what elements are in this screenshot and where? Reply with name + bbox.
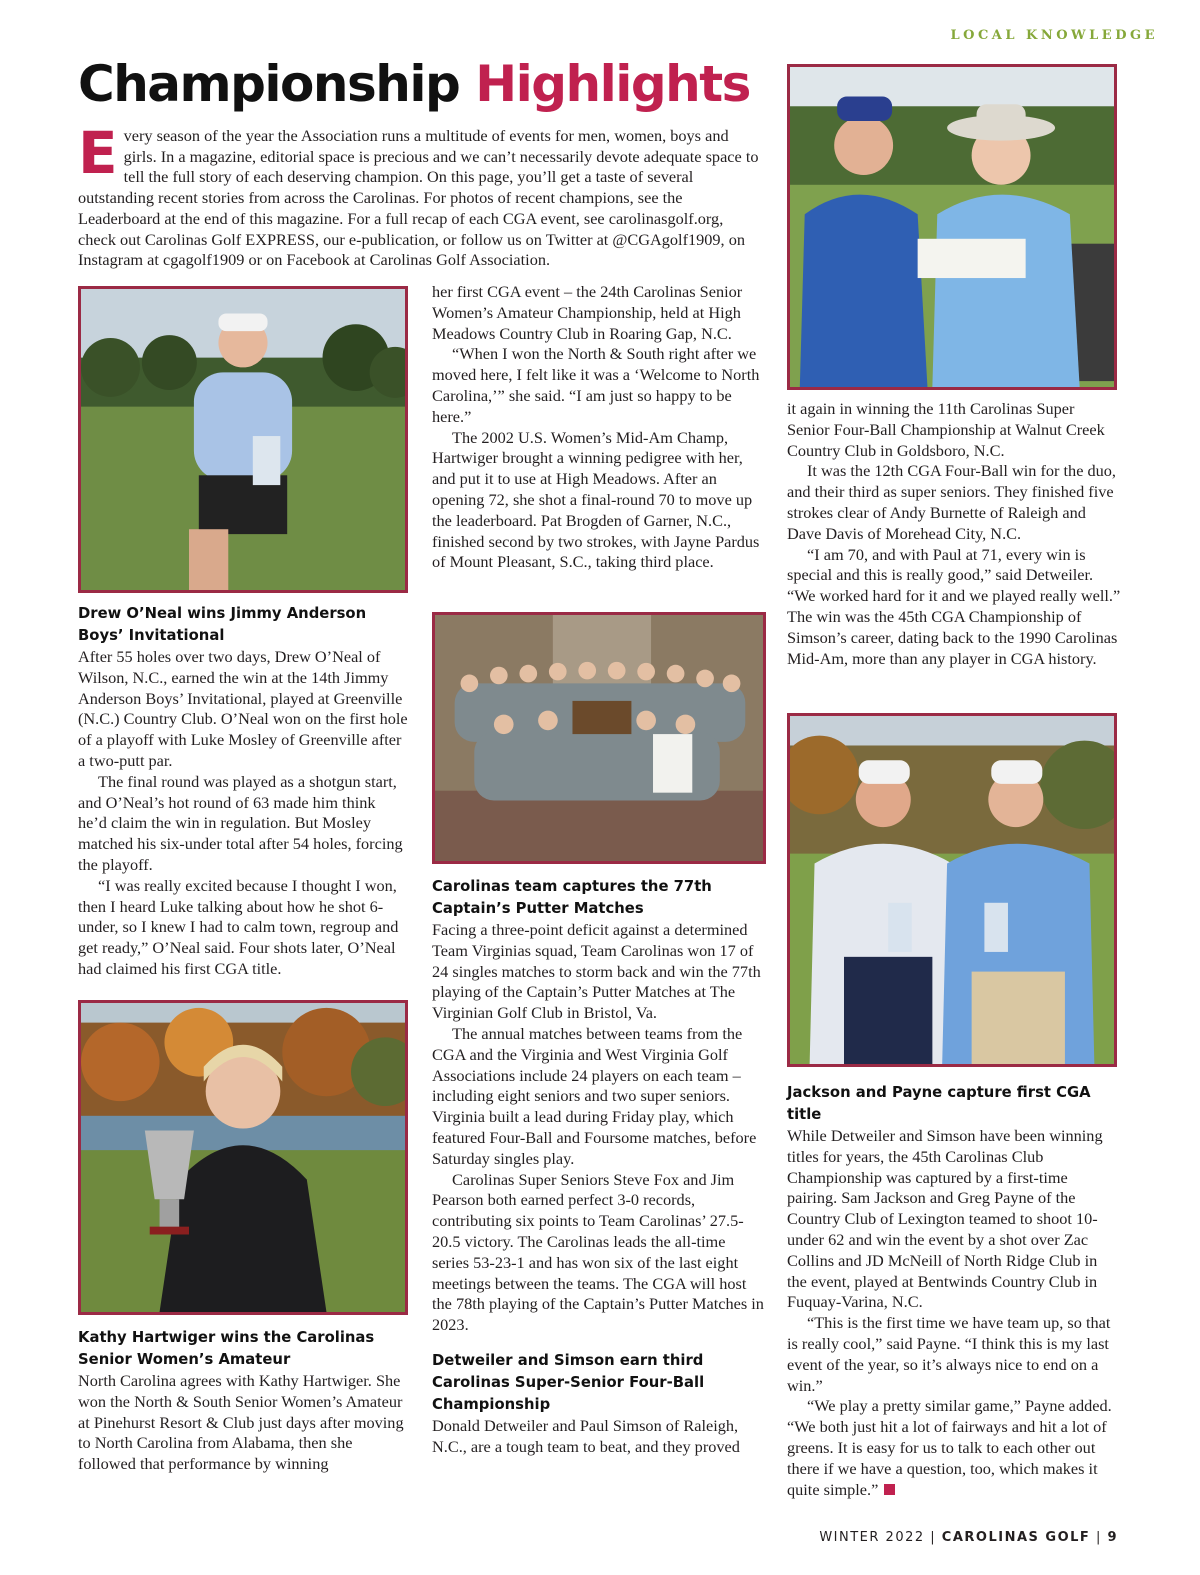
title-highlight: Highlights xyxy=(475,55,750,113)
paragraph: Carolinas Super Seniors Steve Fox and Jim Pearson both earned perfect 3-0 records, contributing six points to Team Carolinas’ 27.5-20.5 victory. The Carolinas leads the all-time series 53-23-1 and has won six of the last eight meetings between the teams. The CGA will host the 78th playing of the Captain’s Putter Matches in 2023. xyxy=(432,1169,764,1335)
paragraph: Donald Detweiler and Paul Simson of Raleigh, N.C., are a tough team to beat, and they proved xyxy=(432,1415,740,1456)
paragraph: The annual matches between teams from the CGA and the Virginia and West Virginia Golf Associations include 24 players on each team – including eight seniors and two super seniors. Virginia built a lead during Friday play, which featured Four-Ball and Foursome matches, before Saturday singles play. xyxy=(432,1023,757,1168)
paragraph: While Detweiler and Simson have been winning titles for years, the 45th Carolinas Club Championship was captured by a first-time pairing. Sam Jackson and Greg Payne of the Country Club of Lexington teamed to shoot 10-under 62 and win the event by a shot over Zac Collins and JD McNeill of North Ridge Club in the event, played at Bentwinds Country Club in Fuquay-Varina, N.C. xyxy=(787,1126,1103,1312)
photo-kathy-hartwiger xyxy=(78,1000,408,1315)
story-oneal xyxy=(78,603,408,980)
paragraph: “I was really excited because I thought I won, then I heard Luke talking about how he shot 6-under, so I knew I had to calm town, regroup and get ready,” O’Neal said. Four shots later, O’Neal had claimed his first CGA title. xyxy=(78,875,399,978)
story-captains-putter xyxy=(432,876,766,1458)
headline-jackson-payne: Jackson and Payne capture first CGA title xyxy=(787,1084,1091,1123)
paragraph: it again in winning the 11th Carolinas Super Senior Four-Ball Championship at Walnut Creek Country Club in Goldsboro, N.C. xyxy=(787,399,1105,460)
paragraph: “When I won the North & South right after we moved here, I felt like it was a ‘Welcome to North Carolina,’” she said. “I am just so happy to be here.” xyxy=(432,344,760,426)
page-title xyxy=(78,52,750,116)
photo-team-carolinas xyxy=(432,612,766,864)
story-jackson-payne xyxy=(787,1082,1121,1500)
footer-magazine: CAROLINAS GOLF xyxy=(941,1530,1091,1545)
paragraph-last xyxy=(787,1396,1121,1500)
footer-page-number: 9 xyxy=(1107,1530,1118,1545)
page-footer xyxy=(819,1530,1118,1545)
paragraph: her first CGA event – the 24th Carolinas Senior Women’s Amateur Championship, held at High Meadows Country Club in Roaring Gap, N.C. xyxy=(432,282,743,343)
last-paragraph-text: “We play a pretty similar game,” Payne added. “We both just hit a lot of fairways and hit a lot of greens. It is easy for us to talk to each other out there if we have a question, too, which makes it quite simple.” xyxy=(787,1396,1112,1499)
title-part-1: Championship xyxy=(78,55,460,113)
headline-hartwiger: Kathy Hartwiger wins the Carolinas Senior Women’s Amateur xyxy=(78,1329,375,1368)
story-hartwiger xyxy=(78,1327,408,1475)
drop-cap: E xyxy=(78,119,118,187)
section-label: LOCAL KNOWLEDGE xyxy=(950,28,1158,43)
paragraph: “This is the first time we have team up, so that is really cool,” said Payne. “I think this is my last event of the year, so it’s always nice to end on a win.” xyxy=(787,1313,1111,1395)
headline-detweiler: Detweiler and Simson earn third Carolinas Super-Senior Four-Ball Championship xyxy=(432,1351,705,1413)
paragraph: “I am 70, and with Paul at 71, every win is special and this is really good,” said Detweiler. “We worked hard for it and we played really well.” The win was the 45th CGA Championship of Simson’s career, dating back to the 1990 Carolinas Mid-Am, more than any player in CGA history. xyxy=(787,544,1121,668)
headline-captains-putter: Carolinas team captures the 77th Captain’s Putter Matches xyxy=(432,878,712,917)
story-hartwiger-continued xyxy=(432,282,766,573)
paragraph: Facing a three-point deficit against a determined Team Virginias squad, Team Carolinas won 17 of 24 singles matches to storm back and win the 77th playing of the Captain’s Putter Matches at The Virginian Golf Club in Bristol, Va. xyxy=(432,920,761,1023)
footer-divider: | xyxy=(1095,1530,1108,1545)
paragraph: After 55 holes over two days, Drew O’Neal of Wilson, N.C., earned the win at the 14th Jimmy Anderson Boys’ Invitational, played at Greenville (N.C.) Country Club. O’Neal won on the first hole of a playoff with Luke Mosley of Greenville after a two-putt par. xyxy=(78,647,408,770)
footer-issue: WINTER 2022 xyxy=(819,1530,925,1545)
paragraph: It was the 12th CGA Four-Ball win for the duo, and their third as super seniors. They finished five strokes clear of Andy Burnette of Raleigh and Dave Davis of Morehead City, N.C. xyxy=(787,461,1116,543)
paragraph: The 2002 U.S. Women’s Mid-Am Champ, Hartwiger brought a winning pedigree with her, and put it to use at High Meadows. After an opening 72, she shot a final-round 70 to move up the leaderboard. Pat Brogden of Garner, N.C., finished second by two strokes, with Jayne Pardus of Mount Pleasant, S.C., taking third place. xyxy=(432,427,760,572)
story-detweiler-continued xyxy=(787,399,1121,669)
headline-oneal: Drew O’Neal wins Jimmy Anderson Boys’ Invitational xyxy=(78,605,367,644)
footer-divider: | xyxy=(930,1530,942,1545)
end-mark-icon xyxy=(884,1484,895,1495)
intro-paragraph xyxy=(78,119,762,271)
photo-jackson-payne xyxy=(787,713,1117,1067)
paragraph: The final round was played as a shotgun start, and O’Neal’s hot round of 63 made him think he’d claim the win in regulation. But Mosley matched his six-under total after 54 holes, forcing the playoff. xyxy=(78,771,403,874)
photo-drew-oneal xyxy=(78,286,408,593)
paragraph: North Carolina agrees with Kathy Hartwiger. She won the North & South Senior Women’s Amateur at Pinehurst Resort & Club just days after moving to North Carolina from Alabama, then she followed that performance by winning xyxy=(78,1371,404,1474)
photo-detweiler-simson xyxy=(787,64,1117,390)
intro-text: very season of the year the Association runs a multitude of events for men, women, boys and girls. In a magazine, editorial space is precious and we can’t necessarily devote adequate space to tell the full story of each deserving champion. On this page, you’ll get a taste of several outstanding recent stories from across the Carolinas. For photos of recent champions, see the Leaderboard at the end of this magazine. For a full recap of each CGA event, see carolinasgolf.org, check out Carolinas Golf EXPRESS, our e-publication, or follow us on Twitter at @CGAgolf1909, on Instagram at cgagolf1909 or on Facebook at Carolinas Golf Association. xyxy=(78,126,759,270)
